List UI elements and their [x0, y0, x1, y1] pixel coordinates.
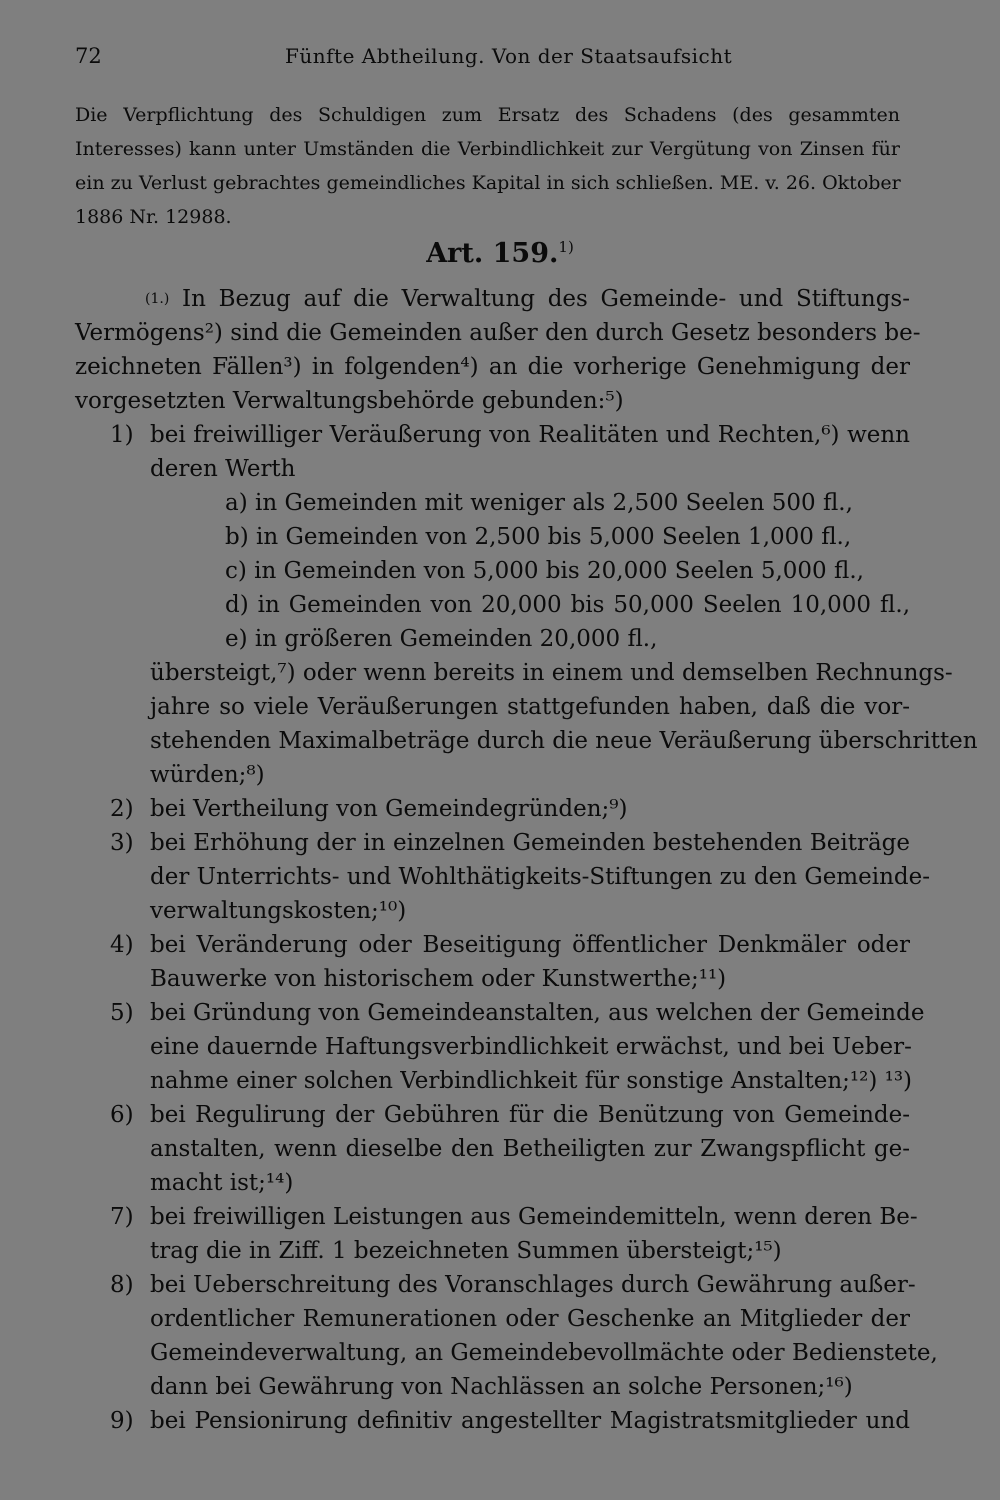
- item-number: 9): [110, 1408, 134, 1434]
- item-line: jahre so viele Veräußerungen stattgefunden haben, daß die vor-: [150, 694, 910, 720]
- item-line: bei Gründung von Gemeindeanstalten, aus welchen der Gemeinde: [150, 1000, 925, 1026]
- sub-item: b) in Gemeinden von 2,500 bis 5,000 Seelen 1,000 fl.,: [225, 524, 852, 550]
- list-item: [75, 928, 910, 996]
- list-item: [75, 792, 910, 826]
- para-line: $^{(1.)}$ In Bezug auf die Verwaltung des Gemeinde- und Stiftungs-: [145, 286, 911, 312]
- list-item: [75, 1404, 910, 1438]
- item-line: übersteigt,⁷) oder wenn bereits in einem und demselben Rechnungs-: [150, 660, 953, 686]
- item-line: bei Ueberschreitung des Voranschlages durch Gewährung außer-: [150, 1272, 916, 1298]
- para-line: zeichneten Fällen³) in folgenden⁴) an die vorherige Genehmigung der: [75, 354, 910, 380]
- item-line: bei Erhöhung der in einzelnen Gemeinden bestehenden Beiträge: [150, 830, 910, 856]
- intro-line: ein zu Verlust gebrachtes gemeindliches Kapital in sich schließen. ME. v. 26. Oktober: [75, 172, 901, 194]
- item-number: 5): [110, 1000, 134, 1026]
- item-number: 4): [110, 932, 134, 958]
- item-line: bei freiwilligen Leistungen aus Gemeindemitteln, wenn deren Be-: [150, 1204, 918, 1230]
- item-line: macht ist;¹⁴): [150, 1170, 294, 1196]
- intro-line: Interesses) kann unter Umständen die Verbindlichkeit zur Vergütung von Zinsen für: [75, 138, 900, 160]
- article-footnote-ref: 1): [558, 238, 574, 256]
- item-line: nahme einer solchen Verbindlichkeit für sonstige Anstalten;¹²) ¹³): [150, 1068, 913, 1094]
- page-number: 72: [75, 44, 102, 68]
- sub-item: e) in größeren Gemeinden 20,000 fl.,: [225, 626, 658, 652]
- item-line: eine dauernde Haftungsverbindlichkeit erwächst, und bei Ueber-: [150, 1034, 912, 1060]
- item-number: 8): [110, 1272, 134, 1298]
- item-line: anstalten, wenn dieselbe den Betheiligten zur Zwangspflicht ge-: [150, 1136, 910, 1162]
- intro-line: 1886 Nr. 12988.: [75, 206, 232, 228]
- item-number: 1): [110, 422, 134, 448]
- paragraph-mark: (1.): [145, 291, 170, 307]
- item-line: bei Veränderung oder Beseitigung öffentlicher Denkmäler oder: [150, 932, 910, 958]
- running-head: Fünfte Abtheilung. Von der Staatsaufsicht: [285, 44, 733, 68]
- sub-item: a) in Gemeinden mit weniger als 2,500 Seelen 500 fl.,: [225, 490, 853, 516]
- item-line: bei Regulirung der Gebühren für die Benützung von Gemeinde-: [150, 1102, 910, 1128]
- article-body: [75, 282, 978, 1438]
- item-number: 2): [110, 796, 134, 822]
- sub-item: d) in Gemeinden von 20,000 bis 50,000 Seelen 10,000 fl.,: [225, 592, 910, 618]
- item-line: dann bei Gewährung von Nachlässen an solche Personen;¹⁶): [150, 1374, 853, 1400]
- item-number: 6): [110, 1102, 134, 1128]
- list-item: [75, 1268, 938, 1404]
- item-line: bei Pensionirung definitiv angestellter Magistratsmitglieder und: [150, 1408, 910, 1434]
- article-title: Art. 159.: [426, 238, 559, 269]
- list-item: [75, 996, 925, 1098]
- list-item: [75, 1200, 918, 1268]
- item-number: 3): [110, 830, 134, 856]
- list-item: [75, 826, 931, 928]
- item-line: stehenden Maximalbeträge durch die neue Veräußerung überschritten: [150, 728, 978, 754]
- item-number: 7): [110, 1204, 134, 1230]
- article-heading: [0, 238, 1000, 269]
- item-line: würden;⁸): [150, 762, 265, 788]
- para-line: Vermögens²) sind die Gemeinden außer den durch Gesetz besonders be-: [75, 320, 921, 346]
- item-line: trag die in Ziff. 1 bezeichneten Summen übersteigt;¹⁵): [150, 1238, 782, 1264]
- item-line: bei Vertheilung von Gemeindegründen;⁹): [150, 796, 628, 822]
- item-line: der Unterrichts- und Wohlthätigkeits-Stiftungen zu den Gemeinde-: [150, 864, 931, 890]
- intro-paragraph: [75, 98, 900, 234]
- intro-line: Die Verpflichtung des Schuldigen zum Ersatz des Schadens (des gesammten: [75, 104, 900, 126]
- item-line: Gemeindeverwaltung, an Gemeindebevollmächte oder Bedienstete,: [150, 1340, 938, 1366]
- item-line: bei freiwilliger Veräußerung von Realitäten und Rechten,⁶) wenn: [150, 422, 910, 448]
- list-item: [75, 418, 978, 792]
- page-header: [75, 44, 925, 78]
- item-line: ordentlicher Remunerationen oder Geschenke an Mitglieder der: [150, 1306, 910, 1332]
- item-line: verwaltungskosten;¹⁰): [150, 898, 407, 924]
- sub-item: c) in Gemeinden von 5,000 bis 20,000 Seelen 5,000 fl.,: [225, 558, 864, 584]
- list-item: [75, 1098, 910, 1200]
- item-line: deren Werth: [150, 456, 296, 482]
- item-line: Bauwerke von historischem oder Kunstwerthe;¹¹): [150, 966, 727, 992]
- para-line: vorgesetzten Verwaltungsbehörde gebunden:⁵): [75, 388, 624, 414]
